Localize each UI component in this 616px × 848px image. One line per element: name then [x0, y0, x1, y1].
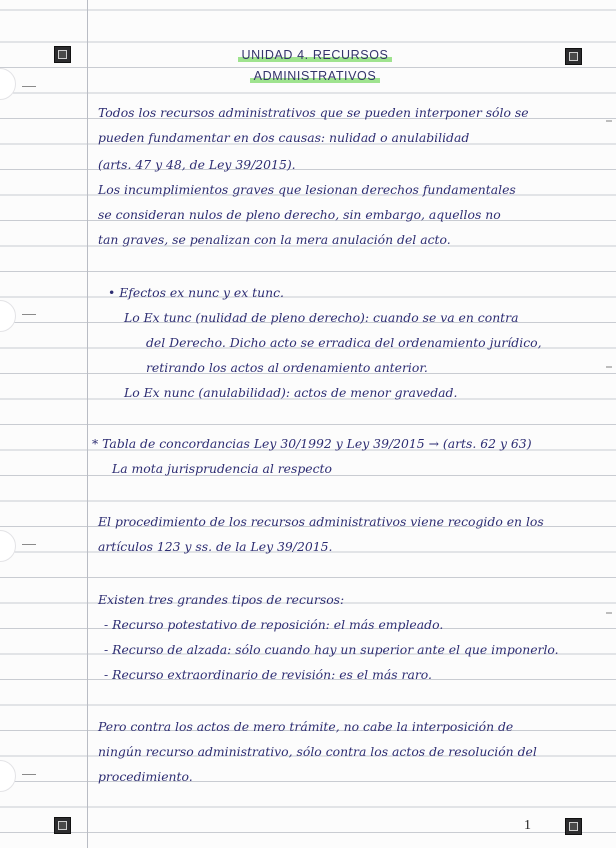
margin-tick: [22, 314, 36, 315]
text-line: - Recurso de alzada: sólo cuando hay un superior ante el que imponerlo.: [104, 642, 559, 657]
margin-tick: [22, 86, 36, 87]
text-line: retirando los actos al ordenamiento anterior.: [146, 360, 428, 375]
text-line: La mota jurisprudencia al respecto: [112, 461, 332, 476]
text-line: - Recurso potestativo de reposición: el más empleado.: [104, 617, 444, 632]
edge-mark: [606, 612, 612, 614]
text-line: * Tabla de concordancias Ley 30/1992 y Ley 39/2015 → (arts. 62 y 63): [92, 436, 532, 451]
scan-marker-icon: [54, 46, 71, 63]
text-line: Los incumplimientos graves que lesionan derechos fundamentales: [98, 182, 516, 197]
title-line-1: [150, 48, 480, 62]
binder-hole: [0, 300, 16, 332]
text-line: El procedimiento de los recursos administrativos viene recogido en los: [98, 514, 544, 529]
text-line: Existen tres grandes tipos de recursos:: [98, 592, 345, 607]
text-line: tan graves, se penalizan con la mera anulación del acto.: [98, 232, 451, 247]
text-line: del Derecho. Dicho acto se erradica del ordenamiento jurídico,: [146, 335, 542, 350]
scan-marker-icon: [565, 818, 582, 835]
text-line: (arts. 47 y 48, de Ley 39/2015).: [98, 157, 296, 172]
scan-marker-icon: [54, 817, 71, 834]
text-line: Lo Ex tunc (nulidad de pleno derecho): cuando se va en contra: [124, 310, 519, 325]
page-number: 1: [524, 818, 531, 833]
margin-line: [87, 0, 88, 848]
binder-hole: [0, 760, 16, 792]
title-line-2: [150, 69, 480, 83]
title-text-1: UNIDAD 4. RECURSOS: [238, 48, 393, 62]
margin-tick: [22, 544, 36, 545]
text-line: procedimiento.: [98, 769, 193, 784]
text-line: • Efectos ex nunc y ex tunc.: [108, 285, 284, 300]
text-line: - Recurso extraordinario de revisión: es el más raro.: [104, 667, 432, 682]
edge-mark: [606, 366, 612, 368]
text-line: pueden fundamentar en dos causas: nulidad o anulabilidad: [98, 130, 470, 145]
text-line: ningún recurso administrativo, sólo contra los actos de resolución del: [98, 744, 537, 759]
text-line: Todos los recursos administrativos que se pueden interponer sólo se: [98, 105, 529, 120]
edge-mark: [606, 120, 612, 122]
binder-hole: [0, 68, 16, 100]
scan-marker-icon: [565, 48, 582, 65]
margin-tick: [22, 774, 36, 775]
text-line: Pero contra los actos de mero trámite, no cabe la interposición de: [98, 719, 514, 734]
title-text-2: ADMINISTRATIVOS: [250, 69, 381, 83]
text-line: Lo Ex nunc (anulabilidad): actos de menor gravedad.: [124, 385, 458, 400]
binder-hole: [0, 530, 16, 562]
text-line: se consideran nulos de pleno derecho, sin embargo, aquellos no: [98, 207, 501, 222]
text-line: artículos 123 y ss. de la Ley 39/2015.: [98, 539, 333, 554]
